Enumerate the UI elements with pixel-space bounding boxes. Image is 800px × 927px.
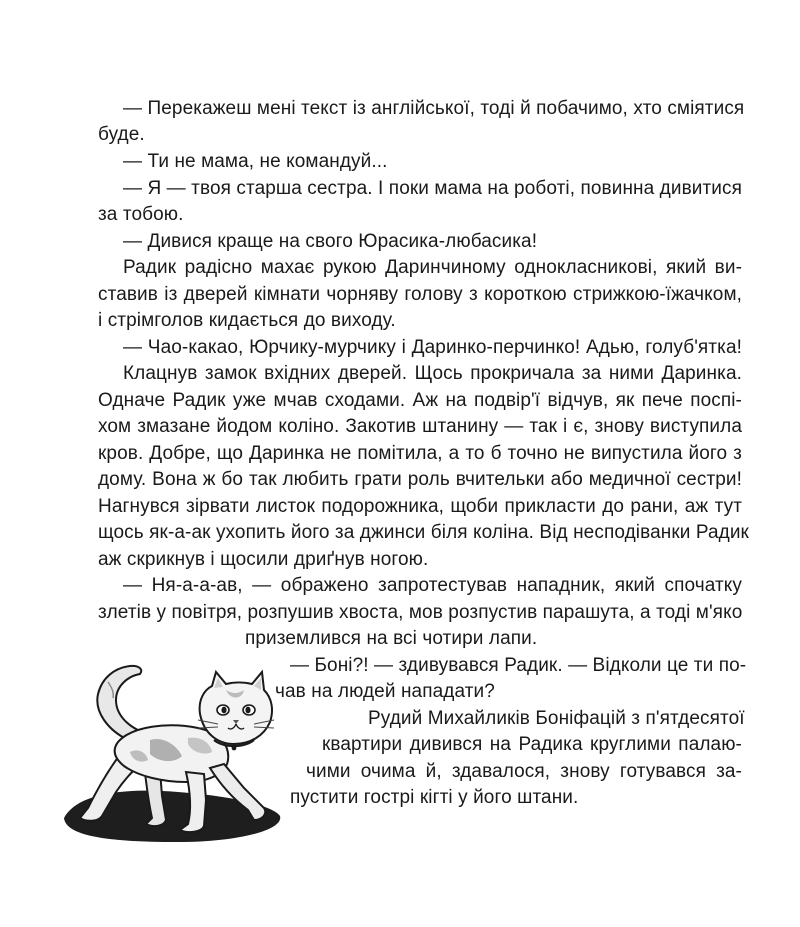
text-line: злетів у повітря, розпушив хвоста, мов розпустив парашута, а тоді м'яко: [98, 602, 743, 623]
text-line: дому. Вона ж бо так любить грати роль вчительки або медичної сестри!: [98, 469, 742, 490]
text-line: і стрімголов кидається до виходу.: [98, 310, 396, 331]
text-line: — Ня-а-а-ав, — ображено запротестував нападник, який спочатку: [123, 575, 742, 596]
text-line: буде.: [98, 124, 145, 145]
text-line: ставив із дверей кімнати чорняву голову з короткою стрижкою-їжачком,: [98, 284, 742, 305]
text-line: Рудий Михайликів Боніфацій з п'ятдесятої: [368, 708, 745, 729]
text-line: — Ти не мама, не командуй...: [123, 151, 388, 172]
text-line: Одначе Радик уже мчав сходами. Аж на подвір'ї відчув, як пече поспі-: [98, 390, 742, 411]
text-line: пустити гострі кігті у його штани.: [290, 787, 579, 808]
text-line: чими очима й, здавалося, знову готувався за-: [306, 761, 742, 782]
text-line: кров. Добре, що Даринка не помітила, а то б точно не випустила його з: [98, 443, 742, 464]
text-line: Нагнувся зірвати листок подорожника, щоби прикласти до рани, аж тут: [98, 496, 742, 517]
text-line: за тобою.: [98, 204, 184, 225]
cat-tail: [97, 666, 142, 740]
text-line: хом змазане йодом коліно. Закотив штанину — так і є, знову виступила: [98, 416, 742, 437]
cat-illustration: [58, 660, 290, 845]
text-line: Радик радісно махає рукою Даринчиному однокласникові, який ви-: [123, 257, 742, 278]
text-line: приземлився на всі чотири лапи.: [245, 628, 538, 649]
text-line: — Дивися краще на свого Юрасика-любасика!: [123, 231, 538, 252]
cat-head: [200, 672, 272, 744]
text-line: чав на людей нападати?: [275, 681, 495, 702]
text-line: Клацнув замок вхідних дверей. Щось прокричала за ними Даринка.: [123, 363, 742, 384]
text-line: щось як-а-ак ухопить його за джинси біля коліна. Від несподіванки Радик: [98, 522, 749, 543]
text-line: — Я — твоя старша сестра. І поки мама на роботі, повинна дивитися: [123, 178, 742, 199]
text-line: — Перекажеш мені текст із англійської, тоді й побачимо, хто сміятися: [123, 98, 745, 119]
text-line: — Боні?! — здивувався Радик. — Відколи це ти по-: [290, 655, 747, 676]
text-line: — Чао-какао, Юрчику-мурчику і Даринко-перчинко! Адью, голуб'ятка!: [123, 337, 742, 358]
text-line: квартири дивився на Радика круглими палаю-: [322, 734, 742, 755]
text-line: аж скрикнув і щосили дриґнув ногою.: [98, 549, 429, 570]
